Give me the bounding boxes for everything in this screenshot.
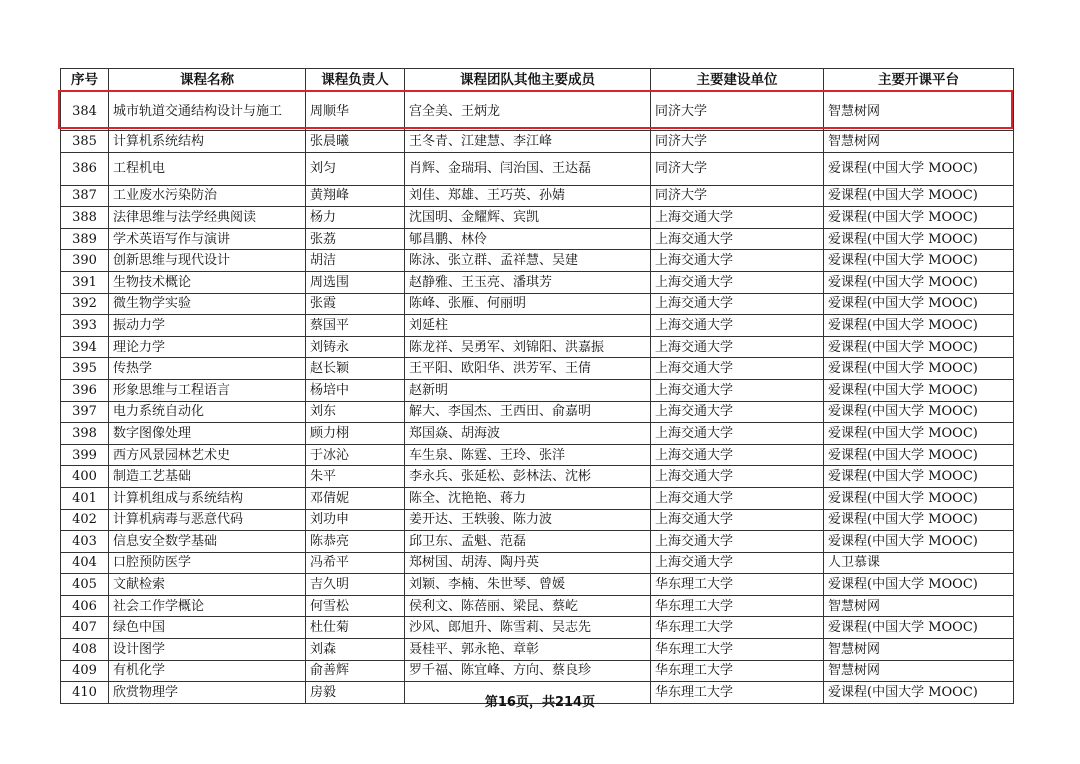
- course-leader: 吉久明: [306, 574, 405, 596]
- table-row: [61, 379, 1014, 401]
- table-row: [61, 250, 1014, 272]
- course-name: 微生物学实验: [109, 293, 306, 315]
- team-members: 肖辉、金瑞琄、闫治国、王达磊: [405, 152, 651, 185]
- team-members: 李永兵、张延松、彭林法、沈彬: [405, 466, 651, 488]
- course-leader: 于冰沁: [306, 444, 405, 466]
- platform: 爱课程(中国大学 MOOC): [824, 152, 1014, 185]
- table-row: [61, 228, 1014, 250]
- institution: 同济大学: [651, 185, 824, 207]
- institution: 上海交通大学: [651, 315, 824, 337]
- platform: 智慧树网: [824, 595, 1014, 617]
- header-course-name: 课程名称: [109, 69, 306, 92]
- table-row: [61, 358, 1014, 380]
- course-leader: 刘功申: [306, 509, 405, 531]
- course-leader: 黄翔峰: [306, 185, 405, 207]
- institution: 上海交通大学: [651, 228, 824, 250]
- course-name: 传热学: [109, 358, 306, 380]
- course-name: 有机化学: [109, 660, 306, 682]
- table-row: [61, 617, 1014, 639]
- platform: 智慧树网: [824, 660, 1014, 682]
- team-members: 郑树国、胡涛、陶丹英: [405, 552, 651, 574]
- course-name: 社会工作学概论: [109, 595, 306, 617]
- course-leader: 冯希平: [306, 552, 405, 574]
- institution: 上海交通大学: [651, 509, 824, 531]
- institution: 上海交通大学: [651, 250, 824, 272]
- row-no: 403: [61, 531, 109, 553]
- course-name: 设计图学: [109, 639, 306, 661]
- platform: 爱课程(中国大学 MOOC): [824, 466, 1014, 488]
- course-name: 法律思维与法学经典阅读: [109, 207, 306, 229]
- team-members: 刘颖、李楠、朱世琴、曾媛: [405, 574, 651, 596]
- team-members: 沙风、郎旭升、陈雪莉、吴志先: [405, 617, 651, 639]
- team-members: 王平阳、欧阳华、洪芳军、王倩: [405, 358, 651, 380]
- institution: 华东理工大学: [651, 617, 824, 639]
- institution: 华东理工大学: [651, 682, 824, 704]
- course-name: 工业废水污染防治: [109, 185, 306, 207]
- institution: 华东理工大学: [651, 660, 824, 682]
- institution: 上海交通大学: [651, 487, 824, 509]
- row-no: 389: [61, 228, 109, 250]
- team-members: 刘延柱: [405, 315, 651, 337]
- team-members: 陈峰、张雁、何丽明: [405, 293, 651, 315]
- course-name: 西方风景园林艺术史: [109, 444, 306, 466]
- course-table: [60, 68, 1014, 704]
- table-row: [61, 487, 1014, 509]
- course-leader: 张霞: [306, 293, 405, 315]
- row-no: 388: [61, 207, 109, 229]
- row-no: 387: [61, 185, 109, 207]
- course-leader: 张晨曦: [306, 131, 405, 153]
- team-members: 赵新明: [405, 379, 651, 401]
- institution: 同济大学: [651, 131, 824, 153]
- course-name: 数字图像处理: [109, 423, 306, 445]
- table-row: [61, 92, 1014, 131]
- platform: 爱课程(中国大学 MOOC): [824, 379, 1014, 401]
- platform: 爱课程(中国大学 MOOC): [824, 682, 1014, 704]
- course-leader: 周选围: [306, 271, 405, 293]
- row-no: 400: [61, 466, 109, 488]
- team-members: 赵静雅、王玉亮、潘琪芳: [405, 271, 651, 293]
- team-members: 罗千福、陈宜峰、方向、蔡良珍: [405, 660, 651, 682]
- institution: 上海交通大学: [651, 379, 824, 401]
- platform: 爱课程(中国大学 MOOC): [824, 207, 1014, 229]
- row-no: 397: [61, 401, 109, 423]
- course-name: 口腔预防医学: [109, 552, 306, 574]
- table-row: [61, 639, 1014, 661]
- course-leader: 蔡国平: [306, 315, 405, 337]
- course-leader: 杨力: [306, 207, 405, 229]
- course-leader: 张荔: [306, 228, 405, 250]
- platform: 爱课程(中国大学 MOOC): [824, 293, 1014, 315]
- platform: 爱课程(中国大学 MOOC): [824, 228, 1014, 250]
- row-no: 406: [61, 595, 109, 617]
- table-row: [61, 315, 1014, 337]
- row-no: 393: [61, 315, 109, 337]
- platform: 爱课程(中国大学 MOOC): [824, 271, 1014, 293]
- row-no: 384: [61, 92, 109, 131]
- table-row: [61, 466, 1014, 488]
- table-row: [61, 595, 1014, 617]
- course-leader: 杨培中: [306, 379, 405, 401]
- row-no: 391: [61, 271, 109, 293]
- platform: 人卫慕课: [824, 552, 1014, 574]
- platform: 爱课程(中国大学 MOOC): [824, 315, 1014, 337]
- course-leader: 周顺华: [306, 92, 405, 131]
- team-members: 郇昌鹏、林伶: [405, 228, 651, 250]
- header-team-members: 课程团队其他主要成员: [405, 69, 651, 92]
- institution: 同济大学: [651, 152, 824, 185]
- course-leader: 陈恭亮: [306, 531, 405, 553]
- course-leader: 刘东: [306, 401, 405, 423]
- row-no: 399: [61, 444, 109, 466]
- table-row: [61, 423, 1014, 445]
- platform: 智慧树网: [824, 639, 1014, 661]
- platform: 爱课程(中国大学 MOOC): [824, 401, 1014, 423]
- course-leader: 赵长颖: [306, 358, 405, 380]
- team-members: 王冬青、江建慧、李江峰: [405, 131, 651, 153]
- course-name: 生物技术概论: [109, 271, 306, 293]
- table-row: [61, 131, 1014, 153]
- team-members: 刘佳、郑雄、王巧英、孙婧: [405, 185, 651, 207]
- course-leader: 顾力栩: [306, 423, 405, 445]
- team-members: 陈全、沈艳艳、蒋力: [405, 487, 651, 509]
- platform: 爱课程(中国大学 MOOC): [824, 509, 1014, 531]
- course-leader: 朱平: [306, 466, 405, 488]
- table-row: [61, 271, 1014, 293]
- team-members: 姜开达、王轶骏、陈力波: [405, 509, 651, 531]
- row-no: 405: [61, 574, 109, 596]
- institution: 上海交通大学: [651, 444, 824, 466]
- course-leader: 刘铸永: [306, 336, 405, 358]
- table-row: [61, 509, 1014, 531]
- institution: 上海交通大学: [651, 423, 824, 445]
- platform: 爱课程(中国大学 MOOC): [824, 185, 1014, 207]
- course-leader: 俞善辉: [306, 660, 405, 682]
- institution: 同济大学: [651, 92, 824, 131]
- team-members: 陈泳、张立群、孟祥慧、吴建: [405, 250, 651, 272]
- course-leader: 邓倩妮: [306, 487, 405, 509]
- course-name: 振动力学: [109, 315, 306, 337]
- row-no: 410: [61, 682, 109, 704]
- institution: 上海交通大学: [651, 531, 824, 553]
- table-row: [61, 660, 1014, 682]
- row-no: 394: [61, 336, 109, 358]
- row-no: 402: [61, 509, 109, 531]
- institution: 上海交通大学: [651, 336, 824, 358]
- platform: 爱课程(中国大学 MOOC): [824, 358, 1014, 380]
- row-no: 404: [61, 552, 109, 574]
- row-no: 390: [61, 250, 109, 272]
- table-row: [61, 552, 1014, 574]
- table-row: [61, 574, 1014, 596]
- team-members: 陈龙祥、吴勇军、刘锦阳、洪嘉振: [405, 336, 651, 358]
- team-members: 车生泉、陈霆、王玲、张洋: [405, 444, 651, 466]
- institution: 上海交通大学: [651, 293, 824, 315]
- course-name: 制造工艺基础: [109, 466, 306, 488]
- team-members: 郑国焱、胡海波: [405, 423, 651, 445]
- row-no: 401: [61, 487, 109, 509]
- institution: 上海交通大学: [651, 207, 824, 229]
- course-leader: 刘森: [306, 639, 405, 661]
- team-members: 侯利文、陈蓓丽、梁昆、蔡屹: [405, 595, 651, 617]
- header-leader: 课程负责人: [306, 69, 405, 92]
- table-header-row: [61, 69, 1014, 92]
- platform: 智慧树网: [824, 131, 1014, 153]
- table-row: [61, 152, 1014, 185]
- course-name: 欣赏物理学: [109, 682, 306, 704]
- institution: 上海交通大学: [651, 552, 824, 574]
- course-name: 信息安全数学基础: [109, 531, 306, 553]
- platform: 爱课程(中国大学 MOOC): [824, 250, 1014, 272]
- institution: 上海交通大学: [651, 466, 824, 488]
- team-members: 沈国明、金耀辉、宾凯: [405, 207, 651, 229]
- team-members: 解大、李国杰、王西田、俞嘉明: [405, 401, 651, 423]
- table-row: [61, 207, 1014, 229]
- row-no: 409: [61, 660, 109, 682]
- platform: 爱课程(中国大学 MOOC): [824, 617, 1014, 639]
- course-leader: 杜仕菊: [306, 617, 405, 639]
- course-name: 形象思维与工程语言: [109, 379, 306, 401]
- header-no: 序号: [61, 69, 109, 92]
- row-no: 395: [61, 358, 109, 380]
- team-members: 邱卫东、孟魁、范磊: [405, 531, 651, 553]
- header-institution: 主要建设单位: [651, 69, 824, 92]
- course-leader: 房毅: [306, 682, 405, 704]
- platform: 智慧树网: [824, 92, 1014, 131]
- course-name: 创新思维与现代设计: [109, 250, 306, 272]
- course-name: 计算机病毒与恶意代码: [109, 509, 306, 531]
- table-row: [61, 185, 1014, 207]
- course-leader: 刘匀: [306, 152, 405, 185]
- course-name: 绿色中国: [109, 617, 306, 639]
- course-name: 工程机电: [109, 152, 306, 185]
- header-platform: 主要开课平台: [824, 69, 1014, 92]
- platform: 爱课程(中国大学 MOOC): [824, 444, 1014, 466]
- course-name: 城市轨道交通结构设计与施工: [109, 92, 306, 131]
- table-row: [61, 531, 1014, 553]
- institution: 华东理工大学: [651, 595, 824, 617]
- table-row: [61, 293, 1014, 315]
- course-name: 学术英语写作与演讲: [109, 228, 306, 250]
- platform: 爱课程(中国大学 MOOC): [824, 531, 1014, 553]
- course-name: 文献检索: [109, 574, 306, 596]
- row-no: 407: [61, 617, 109, 639]
- course-leader: 何雪松: [306, 595, 405, 617]
- table-row: [61, 401, 1014, 423]
- course-name: 计算机系统结构: [109, 131, 306, 153]
- row-no: 385: [61, 131, 109, 153]
- course-name: 理论力学: [109, 336, 306, 358]
- row-no: 386: [61, 152, 109, 185]
- page-footer: 第16页，共214页: [484, 695, 596, 710]
- table-row: [61, 336, 1014, 358]
- row-no: 408: [61, 639, 109, 661]
- institution: 上海交通大学: [651, 358, 824, 380]
- course-leader: 胡洁: [306, 250, 405, 272]
- course-name: 计算机组成与系统结构: [109, 487, 306, 509]
- institution: 上海交通大学: [651, 401, 824, 423]
- row-no: 392: [61, 293, 109, 315]
- team-members: 聂桂平、郭永艳、章彰: [405, 639, 651, 661]
- institution: 华东理工大学: [651, 574, 824, 596]
- team-members: 宫全美、王炳龙: [405, 92, 651, 131]
- course-name: 电力系统自动化: [109, 401, 306, 423]
- institution: 上海交通大学: [651, 271, 824, 293]
- platform: 爱课程(中国大学 MOOC): [824, 336, 1014, 358]
- platform: 爱课程(中国大学 MOOC): [824, 487, 1014, 509]
- row-no: 396: [61, 379, 109, 401]
- institution: 华东理工大学: [651, 639, 824, 661]
- platform: 爱课程(中国大学 MOOC): [824, 574, 1014, 596]
- row-no: 398: [61, 423, 109, 445]
- platform: 爱课程(中国大学 MOOC): [824, 423, 1014, 445]
- table-row: [61, 444, 1014, 466]
